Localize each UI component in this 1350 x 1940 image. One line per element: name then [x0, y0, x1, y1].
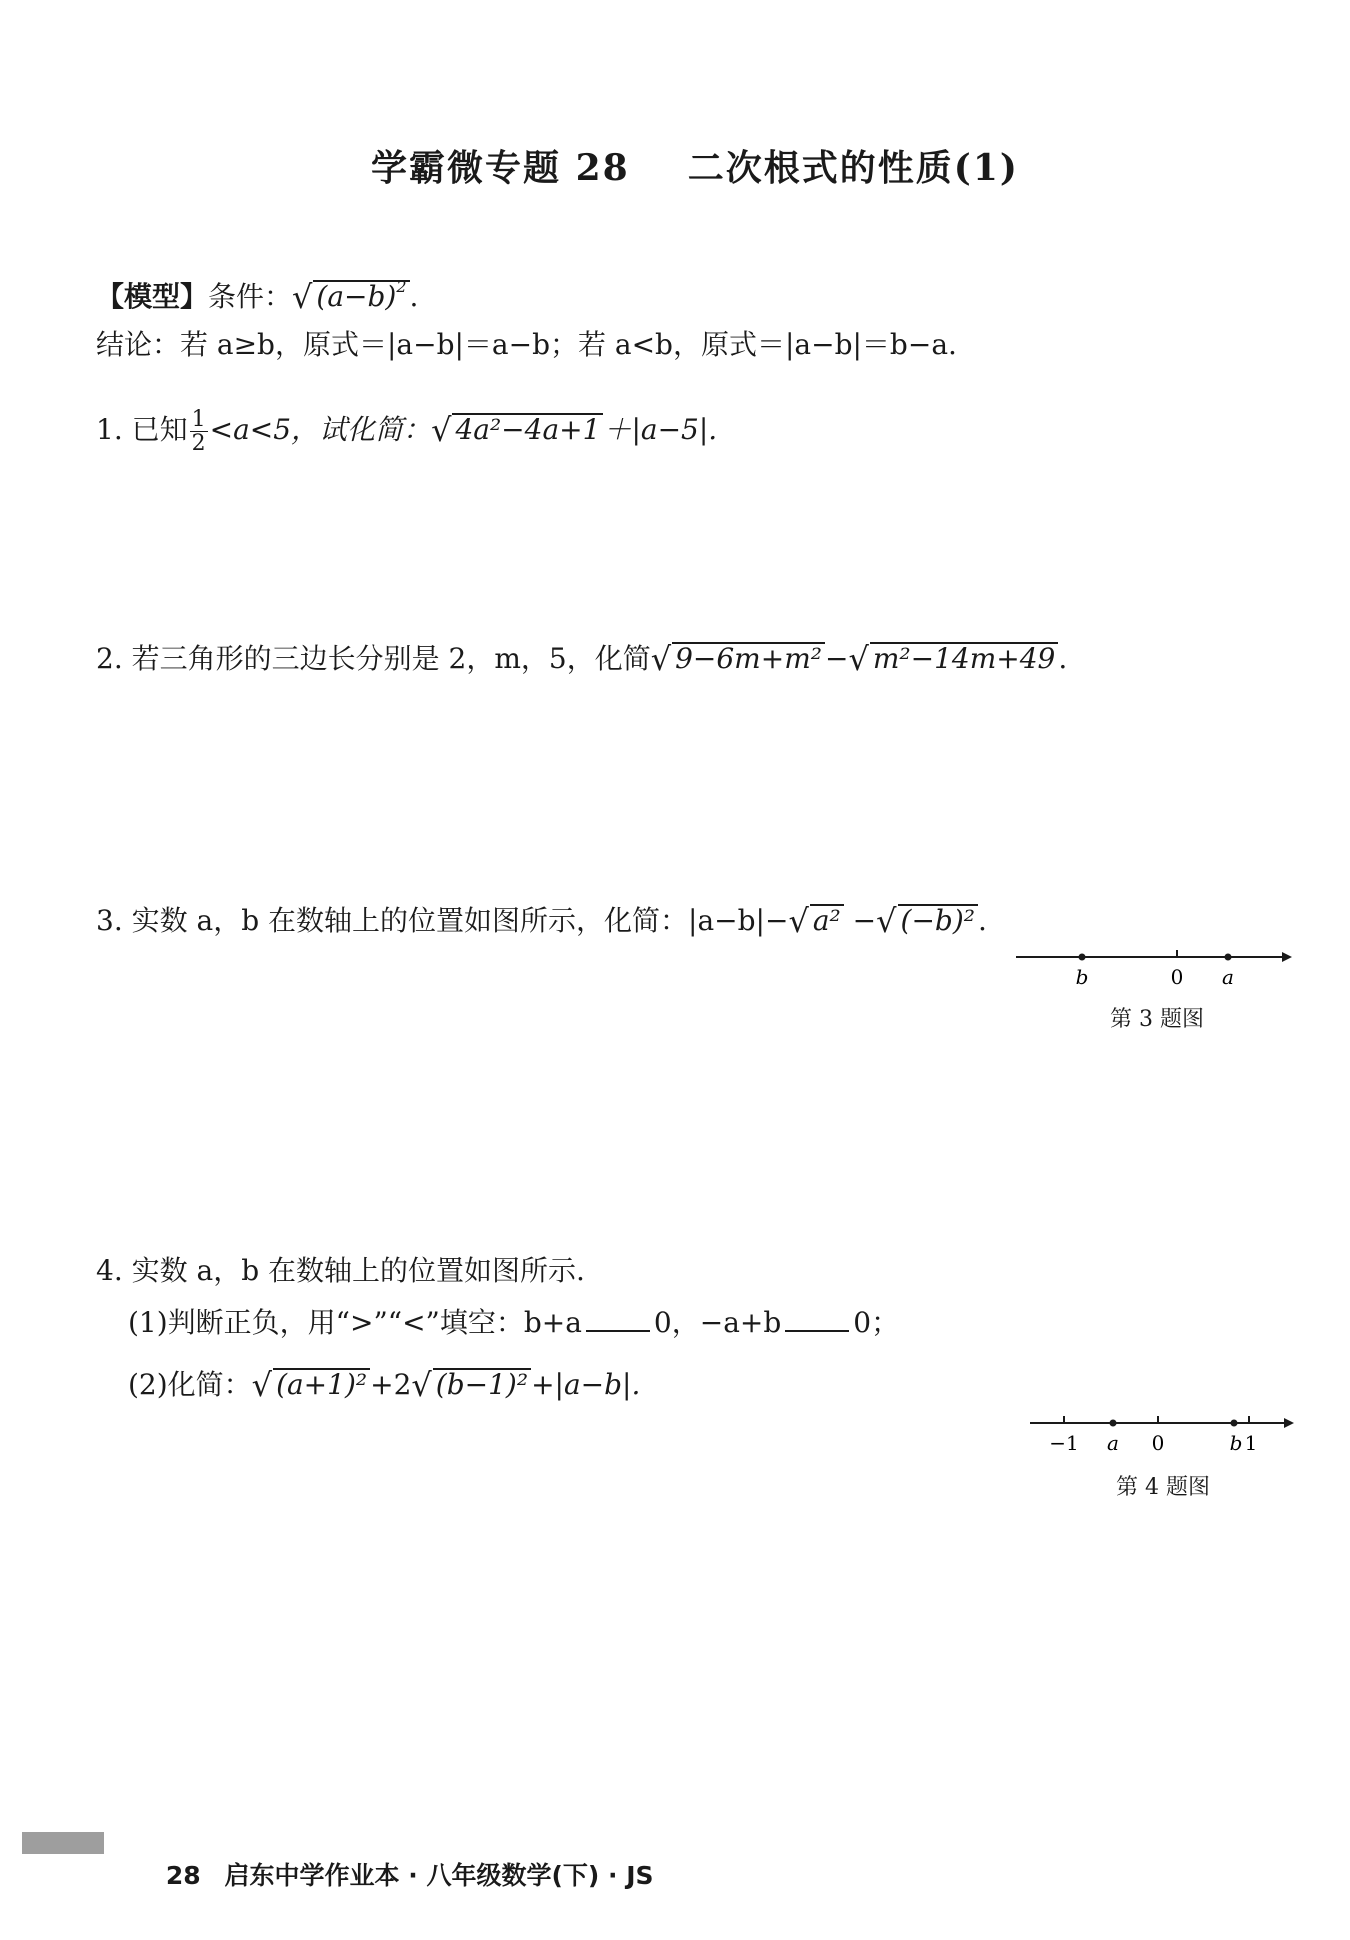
label-a: a: [1107, 1431, 1119, 1455]
model-condition-label: 条件：: [208, 280, 293, 313]
q3-radical-2: √ (−b)²: [876, 900, 978, 938]
caption-q4: 第 4 题图: [1116, 1475, 1210, 1500]
label-zero: 0: [1151, 1431, 1165, 1455]
model-conclusion: 结论：若 a≥b，原式＝|a−b|＝a−b；若 a<b，原式＝|a−b|＝b−a.: [96, 328, 957, 361]
page-title: 学霸微专题 28 二次根式的性质(1): [371, 147, 1019, 189]
number-line-q4: [1024, 1404, 1324, 1454]
point-b: [1079, 954, 1086, 961]
model-radical: √ $(a-b)^2$: [292, 276, 410, 314]
fraction: $\frac{1}{2}$: [191, 407, 206, 457]
q1-radical: √ 4a²−4a+1: [431, 409, 603, 447]
answer-blank-2[interactable]: [785, 1308, 849, 1332]
caption-q3: 第 3 题图: [1110, 1007, 1204, 1032]
q4-radical-1: √ (a+1)²: [252, 1364, 370, 1402]
q3-radical-1: √ a²: [788, 900, 843, 938]
question-4-stem: 4. 实数 a，b 在数轴上的位置如图所示.: [96, 1254, 585, 1287]
page-footer: [150, 1827, 654, 1892]
question-2: 2. 若三角形的三边长分别是 2，m，5，化简√ 9−6m+m² −√ m²−14m+49 .: [96, 640, 1068, 678]
question-4-part-2: (2)化简：√ (a+1)² +2√ (b−1)² +|a−b|.: [128, 1366, 641, 1404]
point-a: [1110, 1420, 1117, 1427]
question-4-part-1: (1)判断正负，用“>”“<”填空：b+a 0，−a+b 0；: [128, 1306, 900, 1339]
page-number: 28: [165, 1861, 201, 1890]
point-b: [1231, 1420, 1238, 1427]
label-neg1: −1: [1049, 1431, 1079, 1455]
question-1: 1. 已知 $\frac{1}{2}$ <a<5，试化简：√ 4a²−4a+1 ＋|a−5|.: [96, 407, 718, 457]
label-a: a: [1222, 965, 1234, 989]
footer-decoration: [22, 1832, 104, 1854]
point-a: [1225, 954, 1232, 961]
model-label: 【模型】: [96, 280, 209, 313]
label-one: 1: [1244, 1431, 1258, 1455]
label-zero: 0: [1170, 965, 1184, 989]
label-b: b: [1229, 1431, 1243, 1455]
q2-radical-2: √ m²−14m+49: [848, 638, 1058, 676]
label-b: b: [1075, 965, 1089, 989]
number-line-q3: [1010, 940, 1310, 990]
q2-radical-1: √ 9−6m+m²: [651, 638, 825, 676]
question-3: 3. 实数 a，b 在数轴上的位置如图所示，化简：|a−b|−√ a² −√ (−b)² .: [96, 902, 987, 940]
footer-book-title: 启东中学作业本 · 八年级数学(下) · JS: [224, 1861, 654, 1890]
answer-blank-1[interactable]: [586, 1308, 650, 1332]
model-line: 【模型】条件：√ $(a-b)^2$ .: [96, 277, 419, 316]
q4-radical-2: √ (b−1)²: [411, 1364, 531, 1402]
